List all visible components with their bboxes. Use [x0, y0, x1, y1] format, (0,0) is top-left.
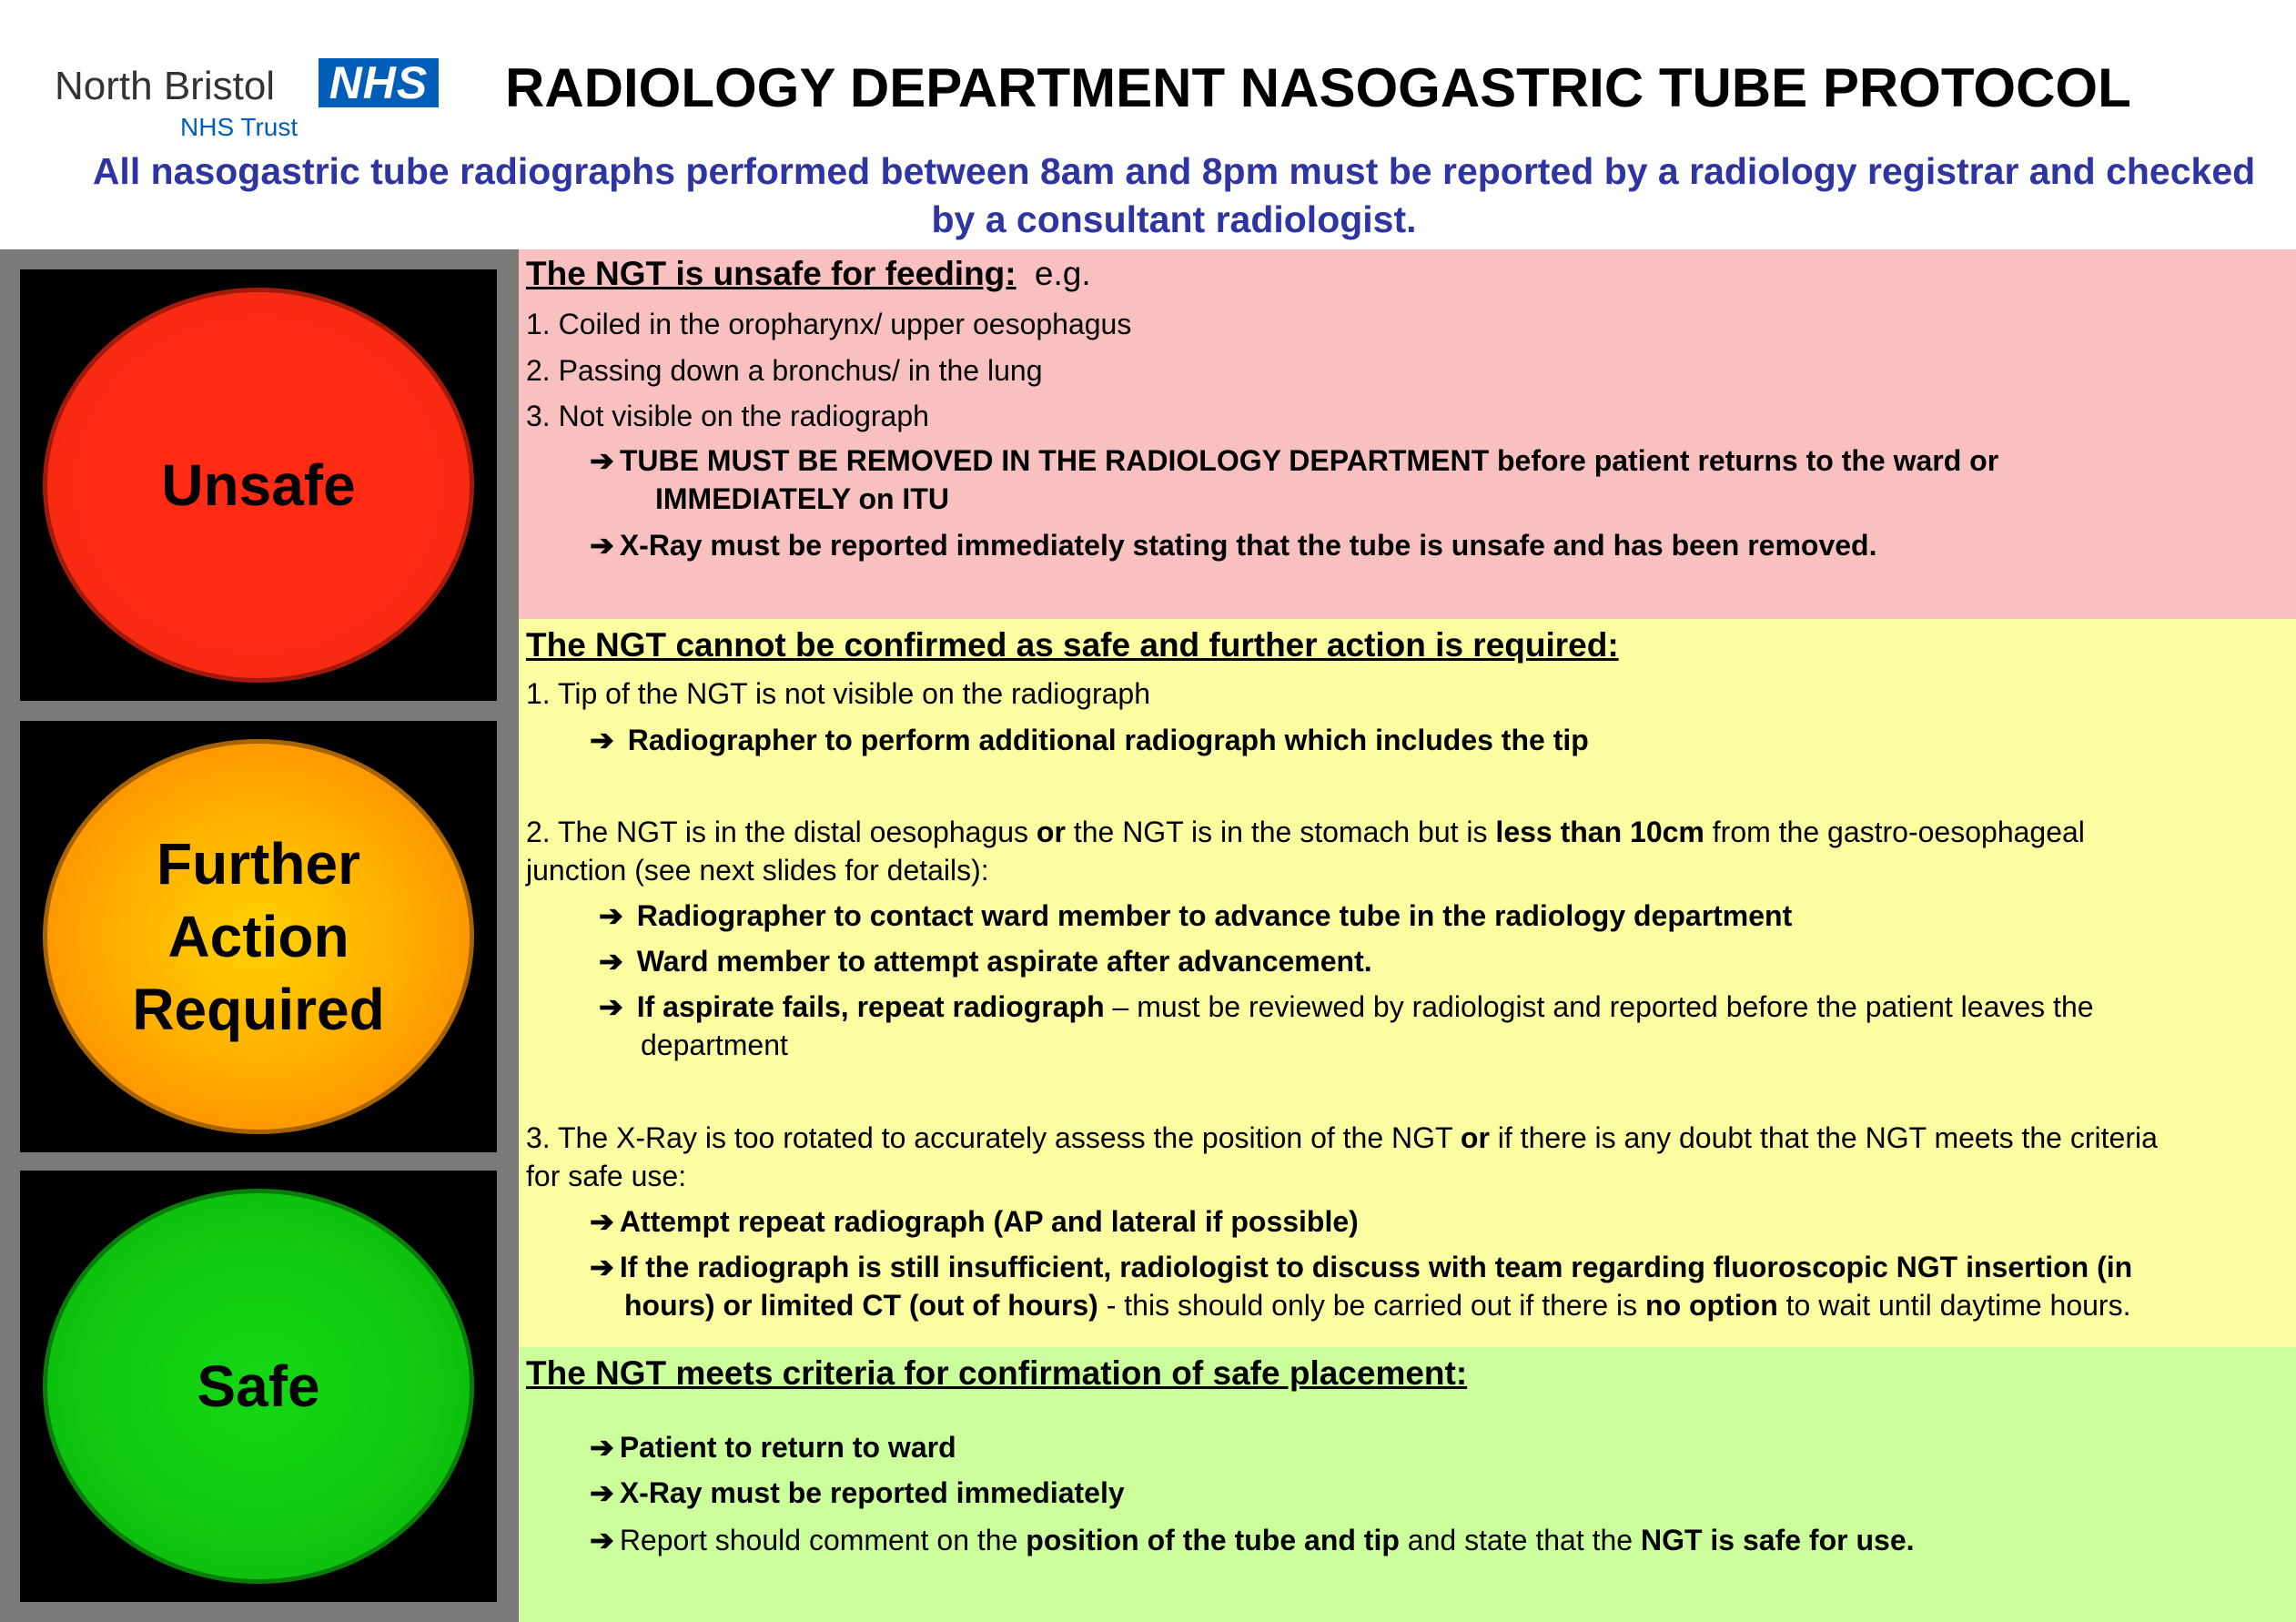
traffic-light — [0, 249, 519, 1622]
page-subtitle: All nasogastric tube radiographs performed between 8am and 8pm must be reported by a radiology registrar and checked by a consultant radiologist. — [92, 150, 2256, 240]
text-run: 2. The NGT is in the distal oesophagus — [526, 816, 1037, 848]
safe-action-1-text: Patient to return to ward — [619, 1431, 956, 1464]
further-heading: The NGT cannot be confirmed as safe and further action is required: — [526, 626, 1619, 664]
safe-action-2 — [590, 1475, 1125, 1511]
safe-action-1 — [590, 1429, 956, 1465]
further-action-panel — [519, 619, 2296, 1347]
unsafe-action-1 — [590, 442, 1998, 479]
arrow-icon: ➔ — [590, 1251, 614, 1283]
text-run: to wait until daytime hours. — [1777, 1289, 2131, 1322]
logo-org-name: North Bristol — [55, 64, 276, 108]
red-light — [43, 288, 474, 683]
further-item-2-action-1-text: Radiographer to contact ward member to advance tube in the radiology department — [628, 899, 1793, 932]
text-run: NGT is safe for use. — [1640, 1524, 1915, 1556]
further-item-3-action-2 — [590, 1249, 2132, 1285]
unsafe-heading-suffix: e.g. — [1034, 255, 1091, 292]
text-run: hours) or limited CT (out of hours) — [624, 1289, 1098, 1322]
text-run: or — [1460, 1121, 1490, 1154]
green-light — [43, 1189, 474, 1584]
further-item-3-line-2: for safe use: — [526, 1160, 687, 1192]
amber-light-housing — [20, 721, 497, 1152]
text-run: 3. The X-Ray is too rotated to accurately assess the position of the NGT — [526, 1121, 1461, 1154]
text-run: if there is any doubt that the NGT meets the criteria — [1489, 1121, 2158, 1154]
unsafe-action-1-line-2: IMMEDIATELY on ITU — [655, 482, 949, 515]
further-label-line-3: Required — [132, 977, 385, 1042]
further-item-3 — [526, 1120, 2158, 1156]
arrow-icon: ➔ — [590, 724, 614, 756]
arrow-icon: ➔ — [590, 1431, 614, 1464]
nhs-logo-badge: NHS — [319, 58, 439, 107]
unsafe-item-2: 2. Passing down a bronchus/ in the lung — [526, 354, 1043, 387]
amber-light — [43, 739, 474, 1134]
arrow-icon: ➔ — [599, 899, 623, 932]
unsafe-light-label: Unsafe — [161, 452, 356, 518]
unsafe-heading: The NGT is unsafe for feeding: — [526, 255, 1017, 292]
further-item-2-action-1 — [599, 897, 1792, 934]
green-light-housing — [20, 1171, 497, 1602]
safe-heading: The NGT meets criteria for confirmation of safe placement: — [526, 1354, 1468, 1392]
further-action-light-label — [132, 827, 384, 1046]
red-light-housing — [20, 269, 497, 701]
further-item-1-action — [590, 722, 1589, 758]
unsafe-panel — [519, 249, 2296, 619]
further-item-3-action-2-text: If the radiograph is still insufficient, radiologist to discuss with team regarding fluoroscopic NGT insertion (in — [619, 1251, 2133, 1283]
text-run: no option — [1645, 1289, 1778, 1322]
further-item-3-action-1-text: Attempt repeat radiograph (AP and lateral if possible) — [619, 1205, 1359, 1238]
safe-panel — [519, 1347, 2296, 1622]
arrow-icon: ➔ — [590, 1205, 614, 1238]
text-run: If aspirate fails, repeat radiograph — [628, 990, 1105, 1023]
arrow-icon: ➔ — [599, 990, 623, 1023]
text-run: position of the tube and tip — [1026, 1524, 1400, 1556]
further-item-3-action-1 — [590, 1203, 1359, 1240]
further-item-2-action-3-line-2: department — [641, 1029, 788, 1061]
text-run: less than 10cm — [1495, 816, 1704, 848]
text-run: the NGT is in the stomach but is — [1065, 816, 1496, 848]
further-item-1-action-text: Radiographer to perform additional radiograph which includes the tip — [619, 724, 1589, 756]
arrow-icon: ➔ — [590, 1476, 614, 1509]
arrow-icon: ➔ — [590, 1524, 614, 1556]
nhs-trust-logo — [55, 56, 446, 143]
further-item-2-action-2-text: Ward member to attempt aspirate after advancement. — [628, 945, 1372, 978]
safe-action-3 — [590, 1522, 1915, 1558]
further-label-line-2: Action — [167, 904, 349, 969]
page-title: RADIOLOGY DEPARTMENT NASOGASTRIC TUBE PROTOCOL — [505, 57, 2131, 118]
further-item-1: 1. Tip of the NGT is not visible on the radiograph — [526, 677, 1151, 710]
text-run: and state that the — [1399, 1524, 1641, 1556]
text-run: Report should comment on the — [619, 1524, 1027, 1556]
text-run: from the gastro-oesophageal — [1704, 816, 2085, 848]
text-run: – must be reviewed by radiologist and reported before the patient leaves the — [1104, 990, 2094, 1023]
unsafe-item-3: 3. Not visible on the radiograph — [526, 400, 929, 432]
safe-light-label: Safe — [197, 1353, 320, 1419]
further-item-2 — [526, 814, 2085, 850]
further-label-line-1: Further — [157, 831, 360, 897]
unsafe-heading-line — [526, 253, 1091, 295]
safe-action-2-text: X-Ray must be reported immediately — [619, 1476, 1125, 1509]
unsafe-action-2-text: X-Ray must be reported immediately stating that the tube is unsafe and has been removed. — [619, 529, 1877, 562]
unsafe-action-1-text: TUBE MUST BE REMOVED IN THE RADIOLOGY DEPARTMENT before patient returns to the ward or — [619, 444, 1999, 477]
text-run: - this should only be carried out if there is — [1097, 1289, 1646, 1322]
unsafe-item-1: 1. Coiled in the oropharynx/ upper oesophagus — [526, 308, 1132, 340]
text-run: or — [1036, 816, 1066, 848]
arrow-icon: ➔ — [590, 444, 614, 477]
arrow-icon: ➔ — [599, 945, 623, 978]
further-item-2-action-3 — [599, 988, 2094, 1025]
logo-trust-label: NHS Trust — [180, 113, 298, 141]
arrow-icon: ➔ — [590, 529, 614, 562]
further-item-2-action-2 — [599, 943, 1372, 979]
further-item-2-line-2: junction (see next slides for details): — [526, 854, 989, 887]
further-item-3-action-2-line-2 — [624, 1287, 2130, 1323]
unsafe-action-2 — [590, 527, 1876, 563]
